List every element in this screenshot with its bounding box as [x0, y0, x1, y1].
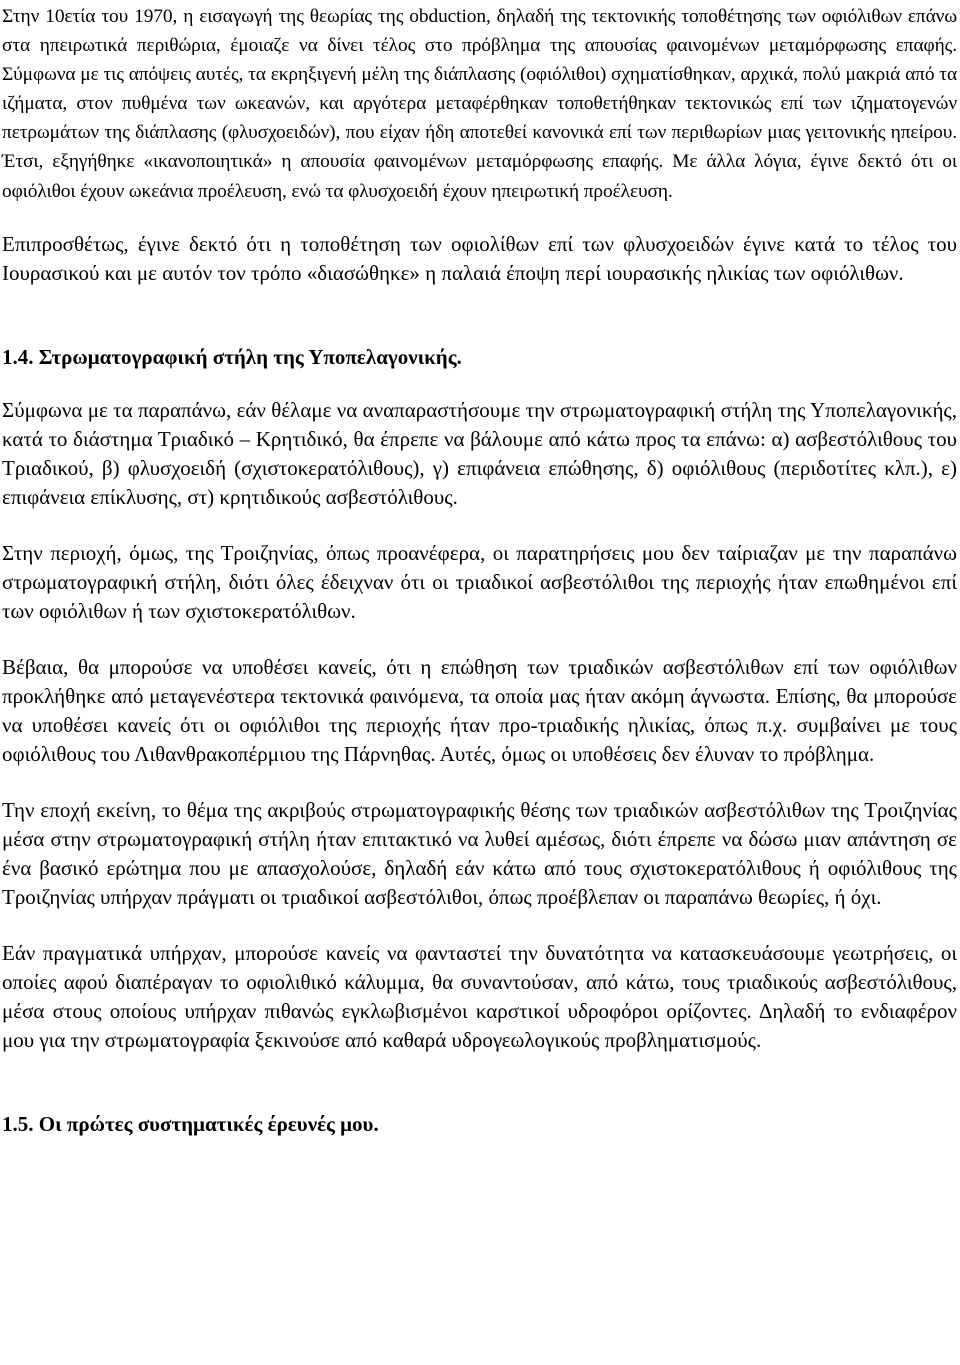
section-1-4-paragraph-drilling: Εάν πραγματικά υπήρχαν, μπορούσε κανείς να φανταστεί την δυνατότητα να κατασκευάσουμε γεωτρήσεις, οι οποίες αφού διαπέραγαν το οφιολιθικό κάλυμμα, θα συναντούσαν, από κάτω, τους τριαδικούς ασβεστόλιθους, μέσα στους οποίους υπήρχαν πιθανώς εγκλωβισμένοι καρστικοί υδροφόροι ορίζοντες. Δηλαδή το ενδιαφέρον μου για την στρωματογραφία ξεκινούσε από καθαρά υδρογεωλογικούς προβληματισμούς.	[2, 940, 957, 1052]
intro-paragraph-jurassic-age: Επιπροσθέτως, έγινε δεκτό ότι η τοποθέτηση των οφιολίθων επί των φλυσχοειδών έγινε κατά το τέλος του Ιουρασικού και με αυτόν τον τρόπο «διασώθηκε» η παλαιά έποψη περί ιουρασικής ηλικίας των οφιόλιθων.	[2, 231, 957, 285]
section-1-4-paragraph-column: Σύμφωνα με τα παραπάνω, εάν θέλαμε να αναπαραστήσουμε την στρωματογραφική στήλη της Υποπελαγονικής, κατά το διάστημα Τριαδικό – Κρητιδικό, θα έπρεπε να βάλουμε από κάτω προς τα επάνω: α) ασβεστόλιθους του Τριαδικού, β) φλυσχοειδή (σχιστοκερατόλιθους), γ) επιφάνεια επώθησης, δ) οφιόλιθους (περιδοτίτες κλπ.), ε) επιφάνεια επίκλυσης, στ) κρητιδικούς ασβεστόλιθους.	[2, 397, 957, 509]
section-heading-1-4: 1.4. Στρωματογραφική στήλη της Υποπελαγονικής.	[2, 344, 462, 369]
section-1-4-paragraph-question: Την εποχή εκείνη, το θέμα της ακριβούς στρωματογραφικής θέσης των τριαδικών ασβεστόλιθων της Τροιζηνίας μέσα στην στρωματογραφική στήλη ήταν επιτακτικό να λυθεί αμέσως, διότι έπρεπε να δώσω μιαν απάντηση σε ένα βασικό ερώτημα που με απασχολούσε, δηλαδή εάν κάτω από τους σχιστοκερατόλιθους ή οφιόλιθους της Τροιζηνίας υπήρχαν πράγματι οι τριαδικοί ασβεστόλιθοι, όπως προέβλεπαν οι παραπάνω θεωρίες, ή όχι.	[2, 797, 957, 909]
section-heading-1-5: 1.5. Οι πρώτες συστηματικές έρευνές μου.	[2, 1111, 379, 1136]
section-1-4-paragraph-troizinia: Στην περιοχή, όμως, της Τροιζηνίας, όπως προανέφερα, οι παρατηρήσεις μου δεν ταίριαζαν με την παραπάνω στρωματογραφική στήλη, διότι όλες έδειχναν ότι οι τριαδικοί ασβεστόλιθοι της περιοχής ήταν επωθημένοι επί των οφιόλιθων ή των σχιστοκερατόλιθων.	[2, 540, 957, 623]
intro-paragraph-obduction: Στην 10ετία του 1970, η εισαγωγή της θεωρίας της obduction, δηλαδή της τεκτονικής τοποθέτησης των οφιόλιθων επάνω στα ηπειρωτικά περιθώρια, έμοιαζε να δίνει τέλος στο πρόβλημα της απουσίας φαινομένων μεταμόρφωσης επαφής. Σύμφωνα με τις απόψεις αυτές, τα εκρηξιγενή μέλη της διάπλασης (οφιόλιθοι) σχηματίσθηκαν, αρχικά, πολύ μακριά από τα ιζήματα, στον πυθμένα των ωκεανών, και αργότερα μεταφέρθηκαν τοποθετήθηκαν τεκτονικώς επί των ιζηματογενών πετρωμάτων της διάπλασης (φλυσχοειδών), που είχαν ήδη αποτεθεί κανονικά επί των περιθωρίων μιας γειτονικής ηπείρου. Έτσι, εξηγήθηκε «ικανοποιητικά» η απουσία φαινομένων μεταμόρφωσης επαφής. Με άλλα λόγια, έγινε δεκτό ότι οι οφιόλιθοι έχουν ωκεάνια προέλευση, ενώ τα φλυσχοειδή έχουν ηπειρωτική προέλευση.	[2, 6, 957, 202]
section-1-4-paragraph-hypotheses: Βέβαια, θα μπορούσε να υποθέσει κανείς, ότι η επώθηση των τριαδικών ασβεστόλιθων επί των οφιόλιθων προκλήθηκε από μεταγενέστερα τεκτονικά φαινόμενα, τα οποία μας ήταν ακόμη άγνωστα. Επίσης, θα μπορούσε να υποθέσει κανείς ότι οι οφιόλιθοι της περιοχής ήταν προ-τριαδικής ηλικίας, όπως π.χ. συμβαίνει με τους οφιόλιθους του Λιθανθρακοπέρμιου της Πάρνηθας. Αυτές, όμως οι υποθέσεις δεν έλυναν το πρόβλημα.	[2, 654, 957, 766]
